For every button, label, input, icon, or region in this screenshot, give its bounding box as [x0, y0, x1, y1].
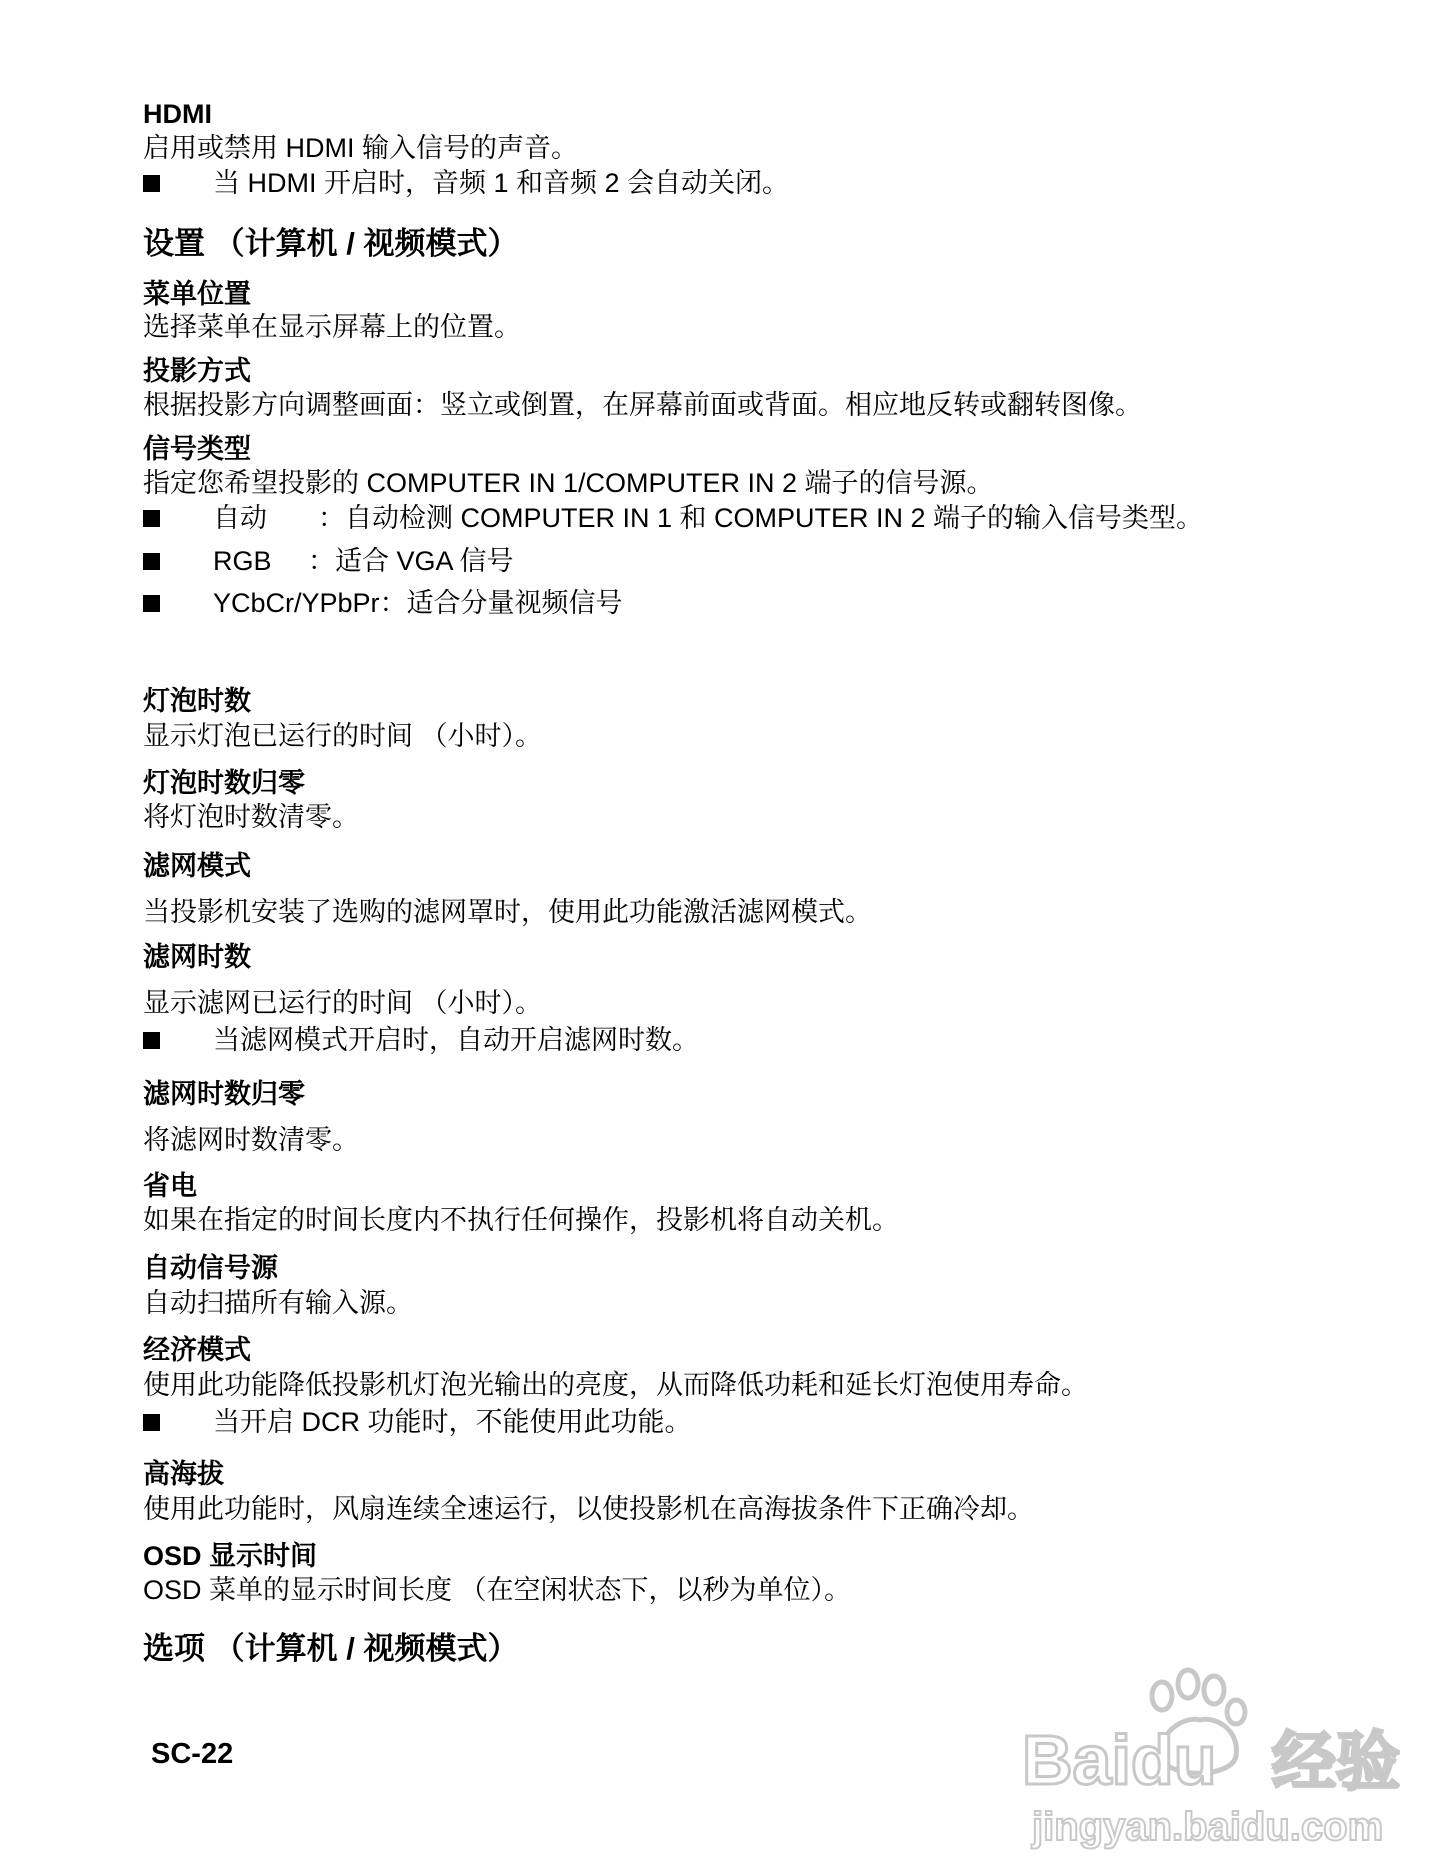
signal-type-heading: 信号类型: [143, 434, 251, 464]
page-number: SC-22: [151, 1738, 234, 1770]
bullet-square-icon: [143, 1414, 160, 1431]
high-altitude-description: 使用此功能时，风扇连续全速运行，以使投影机在高海拔条件下正确冷却。: [143, 1494, 1034, 1524]
filter-hours-heading: 滤网时数: [143, 942, 251, 972]
signal-type-item-text: ：适合 VGA 信号: [308, 546, 514, 576]
lamp-reset-description: 将灯泡时数清零。: [143, 802, 359, 832]
options-section-heading: 选项 （计算机 / 视频模式）: [143, 1631, 519, 1666]
signal-type-description: 指定您希望投影的 COMPUTER IN 1/COMPUTER IN 2 端子的信号源。: [143, 468, 994, 498]
signal-type-item-label: 自动: [213, 503, 267, 533]
projection-description: 根据投影方向调整画面：竖立或倒置，在屏幕前面或背面。相应地反转或翻转图像。: [143, 390, 1142, 420]
bullet-square-icon: [143, 1032, 160, 1049]
filter-hours-description: 显示滤网已运行的时间 （小时）。: [143, 988, 543, 1018]
filter-hours-note-text: 当滤网模式开启时，自动开启滤网时数。: [213, 1025, 699, 1055]
high-altitude-heading: 高海拔: [143, 1459, 224, 1489]
lamp-reset-heading: 灯泡时数归零: [143, 768, 305, 798]
hdmi-note-text: 当 HDMI 开启时，音频 1 和音频 2 会自动关闭。: [213, 168, 790, 198]
baidu-jingyan-watermark: [1010, 1660, 1430, 1860]
filter-reset-description: 将滤网时数清零。: [143, 1125, 359, 1155]
osd-time-heading: OSD 显示时间: [143, 1541, 318, 1571]
eco-mode-heading: 经济模式: [143, 1335, 251, 1365]
projection-heading: 投影方式: [143, 356, 251, 386]
osd-time-description: OSD 菜单的显示时间长度 （在空闲状态下，以秒为单位）。: [143, 1575, 852, 1605]
watermark-brand: Baidu: [1022, 1721, 1217, 1799]
hdmi-description: 启用或禁用 HDMI 输入信号的声音。: [143, 133, 578, 163]
watermark-url: jingyan.baidu.com: [1032, 1805, 1384, 1849]
signal-type-item-text: ：适合分量视频信号: [379, 588, 623, 618]
lamp-hours-description: 显示灯泡已运行的时间 （小时）。: [143, 721, 543, 751]
filter-mode-heading: 滤网模式: [143, 851, 251, 881]
hdmi-heading: HDMI: [143, 99, 212, 129]
eco-mode-description: 使用此功能降低投影机灯泡光输出的亮度，从而降低功耗和延长灯泡使用寿命。: [143, 1370, 1088, 1400]
auto-source-description: 自动扫描所有输入源。: [143, 1288, 413, 1318]
power-save-description: 如果在指定的时间长度内不执行任何操作，投影机将自动关机。: [143, 1205, 899, 1235]
signal-type-item-text: ：自动检测 COMPUTER IN 1 和 COMPUTER IN 2 端子的输入信号类型。: [318, 503, 1204, 533]
eco-mode-note-text: 当开启 DCR 功能时，不能使用此功能。: [213, 1407, 692, 1437]
auto-source-heading: 自动信号源: [143, 1253, 278, 1283]
menu-position-description: 选择菜单在显示屏幕上的位置。: [143, 312, 521, 342]
bullet-square-icon: [143, 595, 160, 612]
filter-mode-description: 当投影机安装了选购的滤网罩时，使用此功能激活滤网模式。: [143, 897, 872, 927]
bullet-square-icon: [143, 175, 160, 192]
filter-reset-heading: 滤网时数归零: [143, 1079, 305, 1109]
signal-type-item-label: RGB: [213, 546, 272, 576]
setup-section-heading: 设置 （计算机 / 视频模式）: [143, 226, 519, 261]
menu-position-heading: 菜单位置: [143, 279, 251, 309]
lamp-hours-heading: 灯泡时数: [143, 686, 251, 716]
power-save-heading: 省电: [143, 1171, 197, 1201]
signal-type-item-label: YCbCr/YPbPr: [213, 588, 380, 618]
watermark-label: 经验: [1272, 1726, 1400, 1800]
bullet-square-icon: [143, 510, 160, 527]
bullet-square-icon: [143, 553, 160, 570]
